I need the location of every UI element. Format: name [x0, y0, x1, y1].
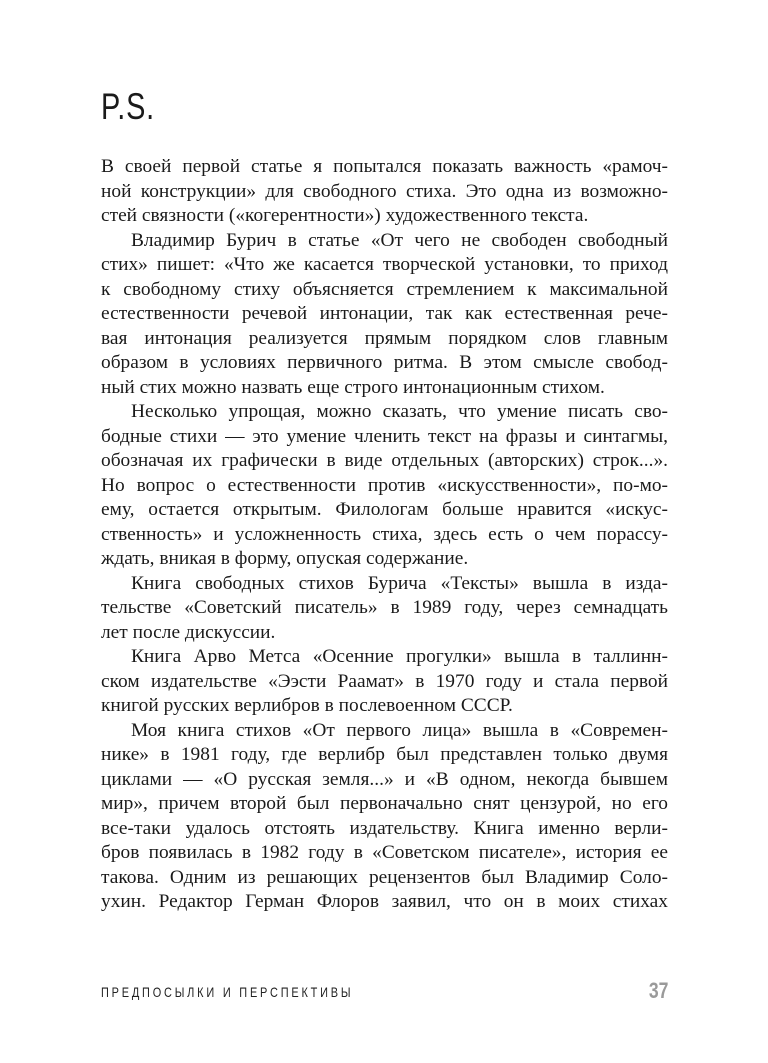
text-line: ему, остается открытым. Филологам больше нравится «искус- — [101, 499, 668, 520]
text-line: Книга Арво Метса «Осенние прогулки» вышла в таллинн- — [131, 646, 668, 667]
text-line: циклами — «О русская земля...» и «В одном, некогда бывшем — [101, 768, 668, 790]
text-line: ском издательстве «Ээсти Раамат» в 1970 году и стала первой — [101, 670, 668, 692]
page-number: 37 — [648, 978, 668, 1003]
text-line: мир», причем второй был первоначально снят цензурой, но его — [101, 793, 668, 814]
text-line: ухин. Редактор Герман Флоров заявил, что он в моих стихах — [101, 891, 668, 912]
text-line: такова. Одним из решающих рецензентов был Владимир Соло- — [101, 866, 668, 888]
text-line: Несколько упрощая, можно сказать, что умение писать сво- — [131, 401, 668, 422]
text-line: стих» пишет: «Что же касается творческой установки, то приход — [101, 254, 668, 275]
text-line: вая интонация реализуется прямым порядком слов главным — [101, 327, 668, 349]
text-line: тельстве «Советский писатель» в 1989 году, через семнадцать — [101, 597, 668, 618]
text-line: ный стих можно назвать еще строго интонационным стихом. — [101, 376, 605, 398]
text-line: бодные стихи — это умение членить текст на фразы и синтагмы, — [101, 425, 668, 447]
text-line: Но вопрос о естественности против «искусственности», по-мо- — [101, 474, 668, 496]
text-line: все-таки удалось отстоять издательству. Книга именно верли- — [101, 817, 668, 839]
text-line: естественности речевой интонации, так как естественная рече- — [101, 303, 668, 324]
text-line: нике» в 1981 году, где верлибр был представлен только двумя — [101, 744, 668, 765]
text-line: обозначая их графически в виде отдельных (авторских) строк...». — [101, 450, 668, 471]
text-line: В своей первой статье я попытался показать важность «рамоч- — [101, 156, 668, 177]
text-line: к свободному стиху объясняется стремлением к максимальной — [101, 278, 668, 300]
text-line: ждать, вникая в форму, опуская содержание. — [101, 548, 469, 569]
text-line: книгой русских верлибров в послевоенном СССР. — [101, 695, 513, 716]
body-text — [101, 155, 668, 915]
text-line: Моя книга стихов «От первого лица» вышла в «Современ- — [131, 719, 668, 741]
section-heading: P.S. — [101, 86, 155, 127]
text-line: образом в условиях первичного ритма. В этом смысле свобод- — [101, 352, 668, 373]
text-line: лет после дискуссии. — [101, 621, 276, 643]
running-footer-title: ПРЕДПОСЫЛКИ И ПЕРСПЕКТИВЫ — [101, 984, 354, 1000]
text-line: Книга свободных стихов Бурича «Тексты» вышла в изда- — [131, 572, 668, 594]
text-line: ственность» и усложненность стиха, здесь есть о чем порассу- — [101, 523, 668, 545]
text-line: Владимир Бурич в статье «От чего не свободен свободный — [131, 229, 668, 251]
text-line: стей связности («когерентности») художественного текста. — [101, 205, 589, 226]
text-line: ной конструкции» для свободного стиха. Это одна из возможно- — [101, 180, 668, 202]
text-line: бров появилась в 1982 году в «Советском писателе», история ее — [101, 842, 668, 863]
